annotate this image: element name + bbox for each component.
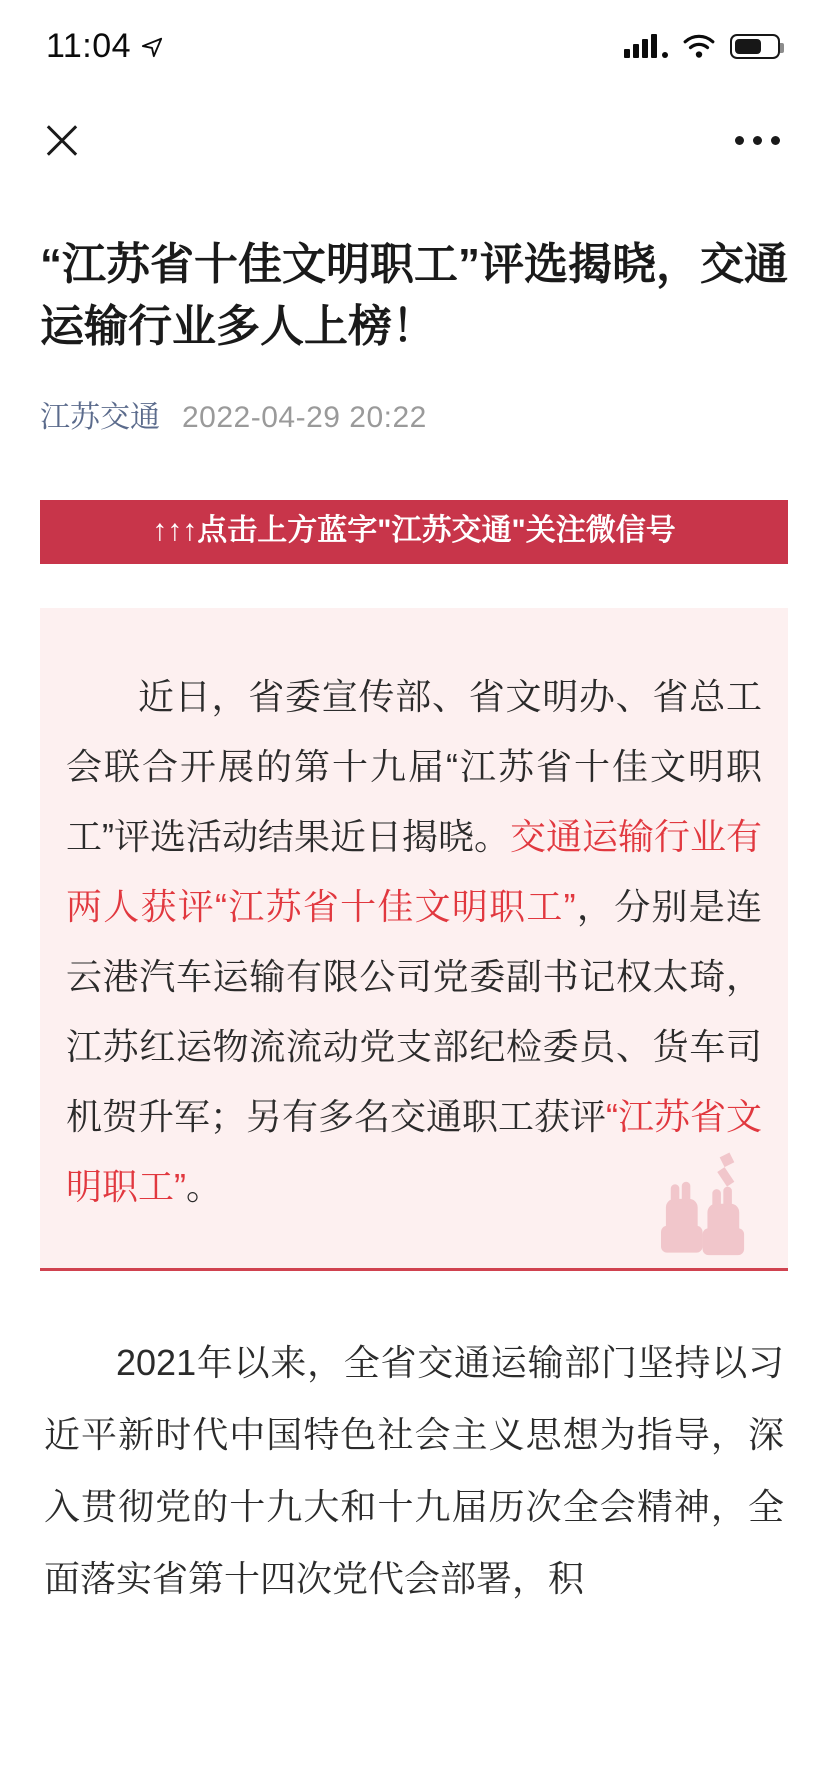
wifi-icon [682, 33, 716, 59]
account-name-link[interactable]: 江苏交通 [40, 401, 160, 434]
highlight-block [40, 608, 788, 1271]
highlight-text-part3: 。 [186, 1166, 223, 1207]
article-meta [40, 392, 788, 436]
highlight-text-red1: 交通运输行业有两人获评“江苏省十佳文明职工” [66, 816, 763, 927]
page-title: “江苏省十佳文明职工”评选揭晓，交通运输行业多人上榜！ [40, 240, 788, 351]
close-icon[interactable] [42, 120, 82, 160]
publish-timestamp: 2022-04-29 20:22 [182, 401, 427, 434]
article-container [0, 234, 828, 1615]
cellular-signal-icon [624, 34, 668, 58]
status-bar-right [624, 33, 780, 59]
follow-banner[interactable]: ↑↑↑点击上方蓝字"江苏交通"关注微信号 [40, 500, 788, 564]
location-arrow-icon [141, 36, 163, 58]
navigation-bar [0, 92, 828, 188]
highlight-text-part1: 近日，省委宣传部、省文明办、省总工会联合开展的第十九届“江苏省十佳文明职工”评选活动结果近日揭晓。 [66, 676, 762, 857]
highlight-text-part2: ，分别是连云港汽车运输有限公司党委副书记权太琦，江苏红运物流流动党支部纪检委员、货车司机贺升军；另有多名交通职工获评 [66, 886, 762, 1137]
more-options-icon[interactable] [735, 136, 780, 145]
status-time: 11:04 [46, 26, 132, 65]
status-bar [0, 0, 828, 92]
status-bar-left [46, 27, 163, 66]
battery-icon [730, 34, 780, 59]
highlight-paragraph [66, 662, 762, 1222]
highlight-text-red2: “江苏省文明职工” [66, 1096, 763, 1207]
article-paragraph-1: 2021年以来，全省交通运输部门坚持以习近平新时代中国特色社会主义思想为指导，深入贯彻党的十九大和十九届历次全会精神，全面落实省第十四次党代会部署，积 [44, 1342, 784, 1599]
